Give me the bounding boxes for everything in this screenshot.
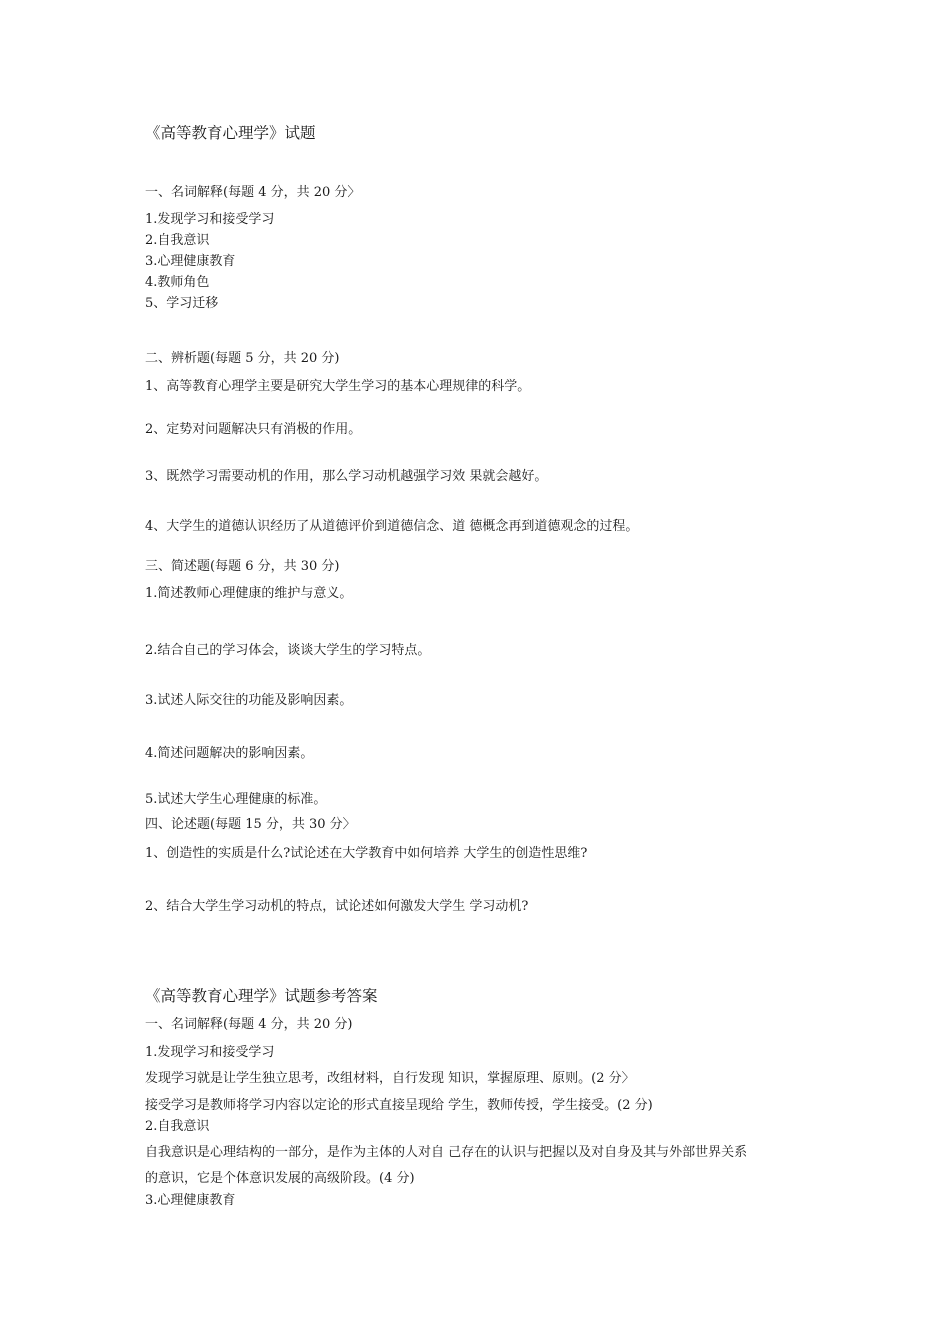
section3-item: 5.试述大学生心理健康的标准。: [145, 792, 327, 807]
section3-item: 3.试述人际交往的功能及影响因素。: [145, 693, 353, 708]
answer-text: 自我意识是心理结构的一部分，是作为主体的人对自 己存在的认识与把握以及对自身及其与外部世界关系: [145, 1145, 748, 1160]
section1-item: 2.自我意识: [145, 233, 210, 248]
section3-heading: 三、简述题(每题 6 分，共 30 分): [145, 559, 340, 574]
section2-item: 1、高等教育心理学主要是研究大学生学习的基本心理规律的科学。: [145, 379, 531, 394]
section4-item: 1、创造性的实质是什么?试论述在大学教育中如何培养 大学生的创造性思维?: [145, 846, 588, 861]
section3-item: 2.结合自己的学习体会，谈谈大学生的学习特点。: [145, 643, 431, 658]
answer-text: 的意识，它是个体意识发展的高级阶段。(4 分): [145, 1171, 415, 1186]
section1-item: 3.心理健康教育: [145, 254, 236, 269]
answer-text: 发现学习就是让学生独立思考，改组材料，自行发现 知识，掌握原理、原则。(2 分〉: [145, 1071, 635, 1086]
section4-heading: 四、论述题(每题 15 分，共 30 分〉: [145, 817, 356, 832]
section3-item: 4.简述问题解决的影响因素。: [145, 746, 314, 761]
answers-section1-heading: 一、名词解释(每题 4 分，共 20 分): [145, 1017, 353, 1032]
answer-term-title: 3.心理健康教育: [145, 1193, 236, 1208]
section3-item: 1.简述教师心理健康的维护与意义。: [145, 586, 353, 601]
section2-item: 2、定势对问题解决只有消极的作用。: [145, 422, 362, 437]
exam-title: 《高等教育心理学》试题: [145, 124, 316, 142]
answer-term-title: 2.自我意识: [145, 1119, 210, 1134]
section1-item: 1.发现学习和接受学习: [145, 212, 275, 227]
section1-item: 5、学习迁移: [145, 296, 219, 311]
answer-text: 接受学习是教师将学习内容以定论的形式直接呈现给 学生，教师传授，学生接受。(2 分): [145, 1098, 653, 1113]
answers-title: 《高等教育心理学》试题参考答案: [145, 987, 378, 1005]
section4-item: 2、结合大学生学习动机的特点，试论述如何激发大学生 学习动机?: [145, 899, 529, 914]
section1-item: 4.教师角色: [145, 275, 210, 290]
section2-heading: 二、辨析题(每题 5 分，共 20 分): [145, 351, 340, 366]
section1-heading: 一、名词解释(每题 4 分，共 20 分〉: [145, 185, 361, 200]
answer-term-title: 1.发现学习和接受学习: [145, 1045, 275, 1060]
section2-item: 3、既然学习需要动机的作用，那么学习动机越强学习效 果就会越好。: [145, 469, 548, 484]
section2-item: 4、大学生的道德认识经历了从道德评价到道德信念、道 德概念再到道德观念的过程。: [145, 519, 639, 534]
